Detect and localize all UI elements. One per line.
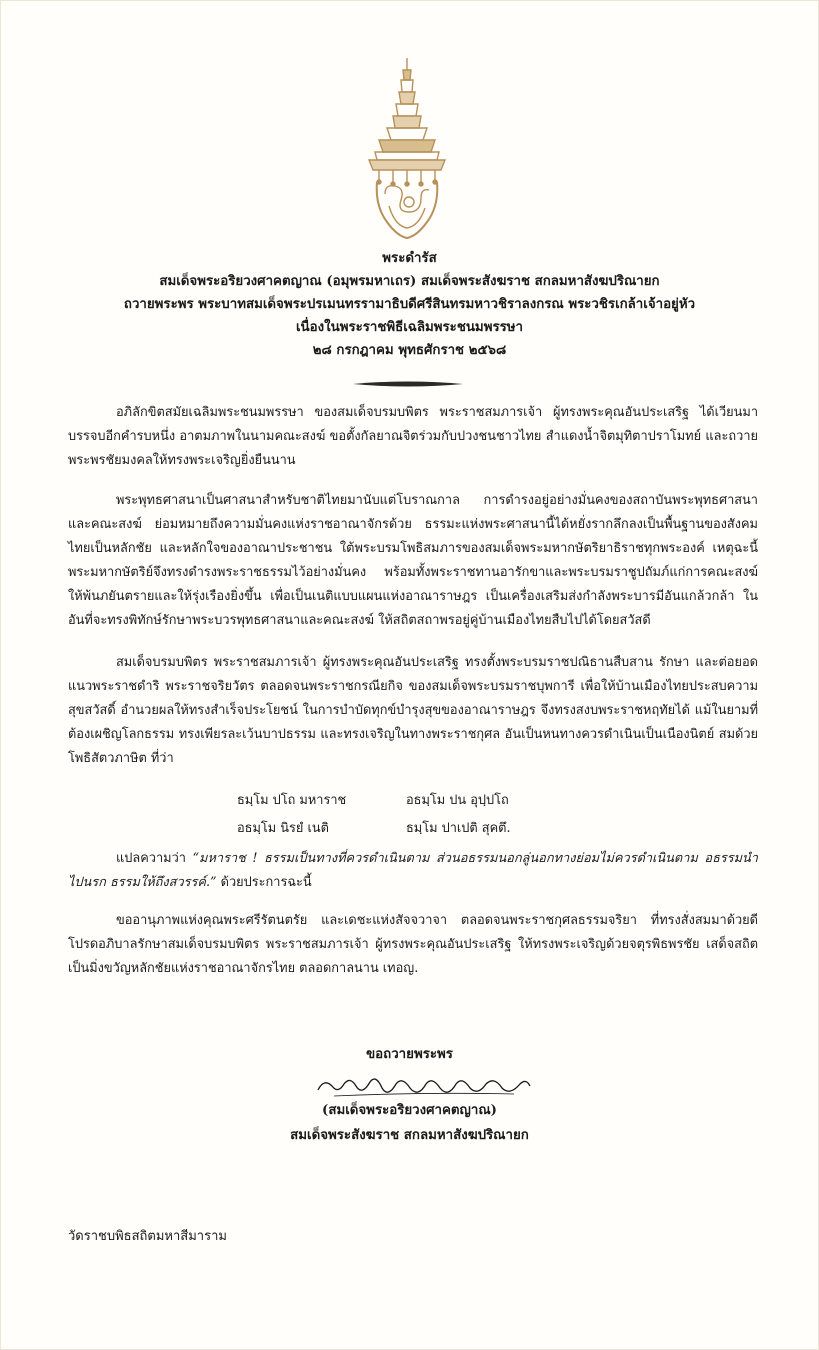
paragraph-3	[68, 651, 758, 771]
paragraph-2	[68, 489, 758, 633]
pali-verse	[1, 789, 819, 849]
header-line3: เนื่องในพระราชพิธีเฉลิมพระชนมพรรษา	[296, 320, 523, 335]
translation-prefix: แปลความว่า	[116, 851, 193, 866]
paragraph-5-text: ขออานุภาพแห่งคุณพระศรีรัตนตรัย และเดชะแห่งสัจจวาจา ตลอดจนพระราชกุศลธรรมจริยา ที่ทรงสั่งสมมาด้วยดีโปรดอภิบาลรักษาสมเด็จบรมบพิตร พระราชสมภารเจ้า ผู้ทรงพระคุณอันประเสริฐ ให้ทรงพระเจริญด้วยจตุรพิธพรชัย เสด็จสถิตเป็นมิ่งขวัญหลักชัยแห่งราชอาณาจักรไทย ตลอดกาลนาน เทอญ.	[68, 913, 758, 976]
header-line1: สมเด็จพระอริยวงศาคตญาณ (อมุพรมหาเถร) สมเด็จพระสังฆราช สกลมหาสังฆปริณายก	[159, 274, 660, 289]
paragraph-1-text: อภิลักขิตสมัยเฉลิมพระชนมพรรษา ของสมเด็จบรมบพิตร พระราชสมภารเจ้า ผู้ทรงพระคุณอันประเสริฐ ได้เวียนมาบรรจบอีกคำรบหนึ่ง อาตมภาพในนามคณะสงฆ์ ขอตั้งกัลยาณจิตร่วมกับปวงชนชาวไทย สำแดงน้ำจิตมุทิตาปราโมทย์ และถวายพระพรชัยมงคลให้ทรงพระเจริญยิ่งยืนนาน	[68, 405, 758, 468]
verse-line-1: ธมฺโม ปโถ มหาราช	[237, 793, 347, 808]
header-title: พระดำรัส	[382, 251, 437, 266]
paragraph-3-text: สมเด็จบรมบพิตร พระราชสมภารเจ้า ผู้ทรงพระคุณอันประเสริฐ ทรงตั้งพระบรมราชปณิธานสืบสาน รักษา และต่อยอดแนวพระราชดำริ พระราชจริยวัตร ตลอดจนพระราชกรณียกิจ ของสมเด็จพระบรมราชบุพการี เพื่อให้บ้านเมืองไทยประสบความสุขสวัสดิ์ อำนวยผลให้ทรงสำเร็จประโยชน์ ในการบำบัดทุกข์บำรุงสุขของอาณาราษฎร จึงทรงสงบพระราชหฤทัยได้ แม้ในยามที่ต้องเผชิญโลกธรรม ทรงเพียรละเว้นบาปธรรม และทรงเจริญในทางพระราชกุศล อันเป็นหนทางควรดำเนินเป็นเนืองนิตย์ สมด้วยโพธิสัตวภาษิต ที่ว่า	[68, 655, 758, 766]
header-line2: ถวายพระพร พระบาทสมเด็จพระปรเมนทรรามาธิบดีศรีสินทรมหาวชิราลงกรณ พระวชิรเกล้าเจ้าอยู่หัว	[123, 297, 696, 312]
verse-line-3: อธมฺโม นิรยํ เนติ	[237, 821, 329, 836]
paragraph-4-text	[68, 847, 758, 895]
verse-line-4: ธมฺโม ปาเปติ สุคตึ.	[406, 821, 511, 836]
verse-line-2: อธมฺโม ปน อุปฺปโถ	[406, 793, 509, 808]
paragraph-2-text: พระพุทธศาสนาเป็นศาสนาสำหรับชาติไทยมานับแต่โบราณกาล การดำรงอยู่อย่างมั่นคงของสถาบันพระพุทธศาสนาและคณะสงฆ์ ย่อมหมายถึงความมั่นคงแห่งราชอาณาจักรด้วย ธรรมะแห่งพระศาสนานี้ได้หยั่งรากลึกลงเป็นพื้นฐานของสังคมไทยเป็นหลักชัย และหลักใจของอาณาประชาชน ใต้พระบรมโพธิสมภารของสมเด็จพระมหากษัตริยาธิราชทุกพระองค์ เหตุฉะนี้พระมหากษัตริย์จึงทรงดำรงพระราชธรรมไว้อย่างมั่นคง พร้อมทั้งพระราชทานอารักขาและพระบรมราชูปถัมภ์แก่การคณะสงฆ์ให้พ้นภยันตรายและให้รุ่งเรืองยิ่งขึ้น เพื่อเป็นเนติแบบแผนแห่งอาณาราษฎร เป็นเครื่องเสริมส่งกำลังพระบารมีอันแกล้วกล้า ในอันที่จะทรงพิทักษ์รักษาพระบวรพุทธศาสนาและคณะสงฆ์ ให้สถิตสถาพรอยู่คู่บ้านเมืองไทยสืบไปได้โดยสวัสดี	[68, 493, 758, 628]
signatory-name: (สมเด็จพระอริยวงศาคตญาณ)	[322, 1103, 497, 1118]
translation-quote: “มหาราช ! ธรรมเป็นทางที่ควรดำเนินตาม ส่วนอธรรมนอกลู่นอกทางย่อมไม่ควรดำเนินตาม อธรรมนำไปนรก ธรรมให้ถึงสวรรค์.”	[68, 851, 758, 890]
paragraph-4	[68, 847, 758, 895]
closing-greeting: ขอถวายพระพร	[366, 1047, 453, 1062]
handwritten-signature	[314, 1072, 534, 1102]
paragraph-1	[68, 401, 758, 473]
paragraph-5	[68, 909, 758, 981]
header	[1, 247, 818, 362]
divider-ornament-icon	[353, 379, 463, 389]
crown-emblem-icon	[365, 56, 449, 241]
translation-suffix: ด้วยประการฉะนี้	[216, 875, 312, 890]
signatory-title: สมเด็จพระสังฆราช สกลมหาสังฆปริณายก	[290, 1128, 529, 1143]
header-date: ๒๘ กรกฎาคม พุทธศักราช ๒๕๖๘	[312, 343, 507, 358]
footer-place: วัดราชบพิธสถิตมหาสีมาราม	[68, 1229, 227, 1244]
